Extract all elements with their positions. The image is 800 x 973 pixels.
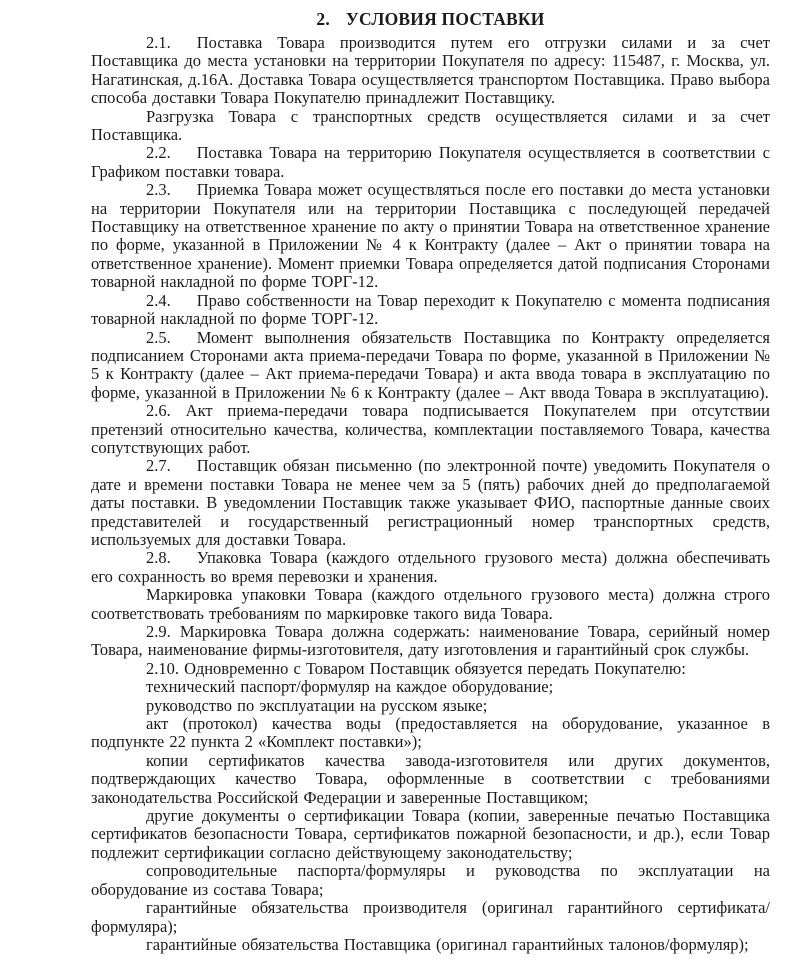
- clause-text: технический паспорт/формуляр на каждое оборудование;: [146, 677, 554, 697]
- clause-text: руководство по эксплуатации на русском языке;: [146, 695, 488, 715]
- clause-text: копии сертификатов качества завода-изготовителя или других документов, подтверждающих качество Товара, оформленные в соответствии с требованиями законодательства Российской Федерации и заверенные Поставщиком;: [91, 750, 770, 807]
- clause-number: 2.4.: [146, 290, 171, 310]
- clause-paragraph: [91, 586, 770, 623]
- section-title: УСЛОВИЯ ПОСТАВКИ: [345, 9, 545, 29]
- clause-paragraph: [91, 623, 770, 660]
- clause-paragraph: [91, 936, 770, 954]
- clause-paragraph: [91, 862, 770, 899]
- clause-paragraph: [91, 457, 770, 549]
- clause-text: Право собственности на Товар переходит к Покупателю с момента подписания товарной накладной по форме ТОРГ-12.: [91, 290, 770, 329]
- clause-number: 2.3.: [146, 180, 171, 200]
- clause-number: 2.6.: [146, 401, 171, 421]
- clause-text: Приемка Товара может осуществляться после его поставки до места установки на территории Покупателя или на территории Поставщика с последующей передачей Поставщику на ответственное хранение по акту о принятии Товара на ответственное хранение по форме, указанной в Приложении № 4 к Контракту (далее – Акт о принятии товара на ответственное хранение). Момент приемки Товара определяется датой подписания Сторонами товарной накладной по форме ТОРГ-12.: [91, 180, 770, 292]
- clause-paragraph: [91, 144, 770, 181]
- clause-paragraph: [91, 807, 770, 862]
- clause-paragraph: [91, 402, 770, 457]
- clause-text: Разгрузка Товара с транспортных средств осуществляется силами и за счет Поставщика.: [91, 106, 770, 145]
- clause-number: 2.7.: [146, 456, 171, 476]
- clause-text: Акт приема-передачи товара подписывается Покупателем при отсутствии претензий относительно качества, количества, комплектации поставляемого Товара, качества сопутствующих работ.: [91, 401, 770, 457]
- clause-number: 2.1.: [146, 33, 171, 52]
- clause-paragraph: [91, 34, 770, 108]
- clause-paragraph: [91, 678, 770, 696]
- section-heading: [91, 9, 770, 29]
- document-body: [91, 34, 770, 954]
- clause-paragraph: [91, 752, 770, 807]
- clause-text: Момент выполнения обязательств Поставщика по Контракту определяется подписанием Сторонами акта приема-передачи Товара по форме, указанной в Приложении № 5 к Контракту (далее – Акт приема-передачи Товара) и акта ввода товара в эксплуатацию по форме, указанной в Приложении № 6 к Контракту (далее – Акт ввода Товара в эксплуатацию).: [91, 327, 770, 402]
- clause-number: 2.9.: [146, 622, 171, 641]
- clause-text: Маркировка упаковки Товара (каждого отдельного грузового места) должна строго соответствовать требованиям по маркировке такого вида Товара.: [91, 585, 770, 623]
- clause-text: Упаковка Товара (каждого отдельного грузового места) должна обеспечивать его сохранность во время перевозки и хранения.: [91, 548, 770, 586]
- clause-paragraph: [91, 329, 770, 403]
- clause-number: 2.2.: [146, 143, 171, 163]
- section-number: 2.: [316, 9, 330, 29]
- clause-paragraph: [91, 292, 770, 329]
- clause-number: 2.5.: [146, 327, 171, 347]
- clause-paragraph: [91, 899, 770, 936]
- clause-number: 2.10.: [146, 658, 179, 678]
- clause-paragraph: [91, 181, 770, 291]
- clause-paragraph: [91, 660, 770, 678]
- clause-text: Поставщик обязан письменно (по электронной почте) уведомить Покупателя о дате и времени поставки Товара не менее чем за 5 (пять) рабочих дней до предполагаемой даты поставки. В уведомлении Поставщик также указывает ФИО, паспортные данные своих представителей и государственный регистрационный номер транспортных средств, используемых для доставки Товара.: [91, 456, 770, 549]
- clause-text: гарантийные обязательства Поставщика (оригинал гарантийных талонов/формуляр);: [146, 934, 749, 954]
- clause-text: Поставка Товара на территорию Покупателя осуществляется в соответствии с Графиком поставки товара.: [91, 143, 770, 181]
- clause-paragraph: [91, 715, 770, 752]
- clause-paragraph: [91, 108, 770, 145]
- clause-text: Маркировка Товара должна содержать: наименование Товара, серийный номер Товара, наименование фирмы-изготовителя, дату изготовления и гарантийный срок службы.: [91, 622, 771, 660]
- clause-text: акт (протокол) качества воды (предоставляется на оборудование, указанное в подпункте 22 пункта 2 «Комплект поставки»);: [91, 714, 770, 752]
- clause-text: другие документы о сертификации Товара (копии, заверенные печатью Поставщика сертификатов безопасности Товара, сертификатов пожарной безопасности, и др.), если Товар подлежит сертификации согласно действующему законодательству;: [91, 806, 770, 862]
- clause-paragraph: [91, 697, 770, 715]
- clause-number: 2.8.: [146, 548, 171, 568]
- clause-text: Поставка Товара производится путем его отгрузки силами и за счет Поставщика до места установки на территории Покупателя по адресу: 115487, г. Москва, ул. Нагатинская, д.16А. Доставка Товара осуществляется транспортом Поставщика. Право выбора способа доставки Товара Покупателю принадлежит Поставщику.: [91, 33, 770, 108]
- clause-paragraph: [91, 549, 770, 586]
- clause-text: Одновременно с Товаром Поставщик обязуется передать Покупателю:: [184, 658, 686, 678]
- clause-text: гарантийные обязательства производителя (оригинал гарантийного сертификата/формуляра);: [91, 898, 770, 936]
- clause-text: сопроводительные паспорта/формуляры и руководства по эксплуатации на оборудование из состава Товара;: [91, 861, 770, 899]
